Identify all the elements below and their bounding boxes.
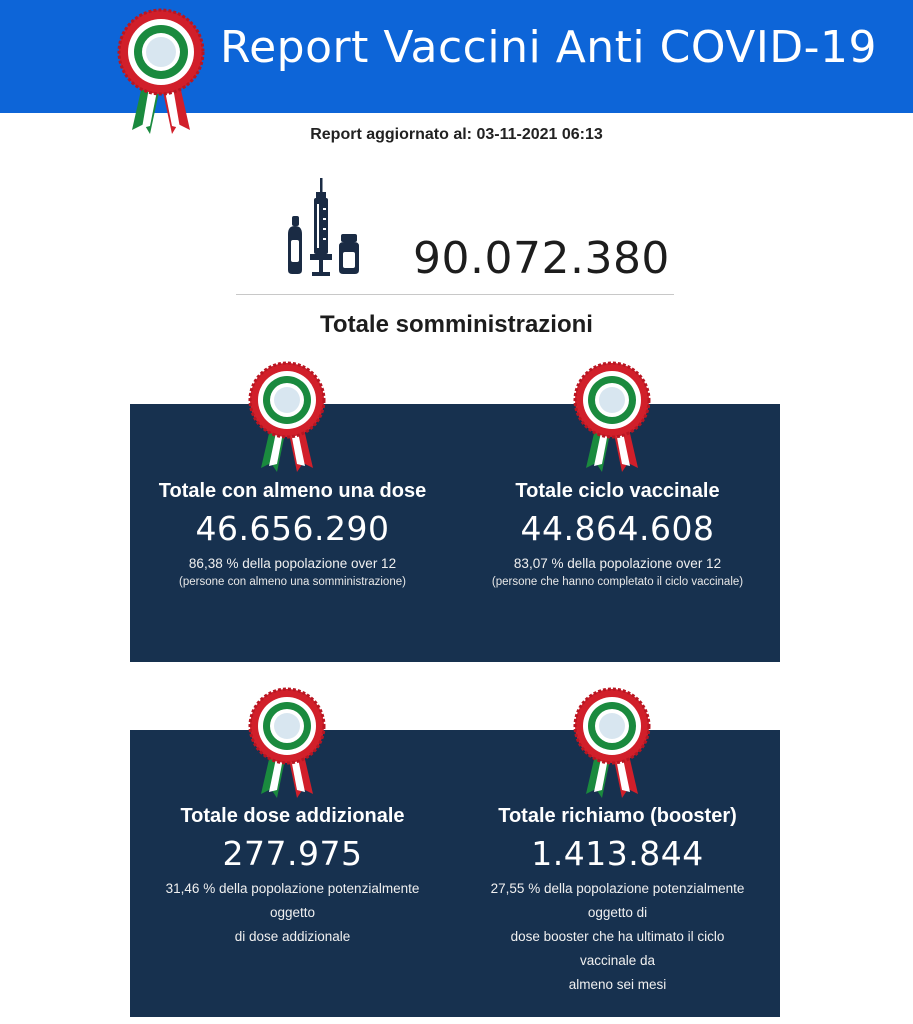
- divider: [236, 294, 674, 295]
- total-administrations-label: Totale somministrazioni: [320, 311, 593, 338]
- cockade-icon: [247, 686, 327, 798]
- stat-note: (persone con almeno una somministrazione): [179, 576, 406, 588]
- stat-value: 44.864.608: [520, 509, 715, 548]
- stat-value: 277.975: [222, 834, 363, 873]
- stat-booster: [455, 805, 780, 997]
- page-title: Report Vaccini Anti COVID-19: [220, 22, 878, 73]
- stat-full-cycle: [455, 480, 780, 588]
- stat-value: 46.656.290: [195, 509, 390, 548]
- stat-description-line: 27,55 % della popolazione potenzialmente: [490, 881, 745, 896]
- stat-description-line: almeno sei mesi: [568, 977, 667, 992]
- stat-description-line: oggetto di: [587, 905, 648, 920]
- total-administrations-value: 90.072.380: [413, 233, 670, 284]
- cockade-icon: [572, 360, 652, 472]
- stat-description-line: dose booster che ha ultimato il ciclo: [510, 929, 725, 944]
- stat-description: [455, 877, 780, 997]
- cockade-icon: [572, 686, 652, 798]
- stat-description: 83,07 % della popolazione over 12: [513, 556, 722, 571]
- report-updated-timestamp: Report aggiornato al: 03-11-2021 06:13: [310, 126, 603, 143]
- stat-title: Totale dose addizionale: [180, 805, 405, 827]
- stat-description: 86,38 % della popolazione over 12: [188, 556, 397, 571]
- stat-description: [130, 877, 455, 949]
- stat-title: Totale con almeno una dose: [158, 480, 427, 502]
- stat-title: Totale ciclo vaccinale: [515, 480, 720, 502]
- cockade-icon: [116, 8, 206, 138]
- header-bar: [0, 0, 913, 113]
- stat-description-line: oggetto: [269, 905, 316, 920]
- stat-description-line: 31,46 % della popolazione potenzialmente: [165, 881, 420, 896]
- stat-description-line: vaccinale da: [579, 953, 656, 968]
- stat-additional-dose: [130, 805, 455, 949]
- stat-note: (persone che hanno completato il ciclo vaccinale): [491, 576, 744, 588]
- stat-title: Totale richiamo (booster): [498, 805, 737, 827]
- stat-description-line: di dose addizionale: [234, 929, 351, 944]
- cockade-icon: [247, 360, 327, 472]
- stat-value: 1.413.844: [531, 834, 704, 873]
- stat-at-least-one-dose: [130, 480, 455, 588]
- vaccine-vials-syringe-icon: [284, 178, 364, 278]
